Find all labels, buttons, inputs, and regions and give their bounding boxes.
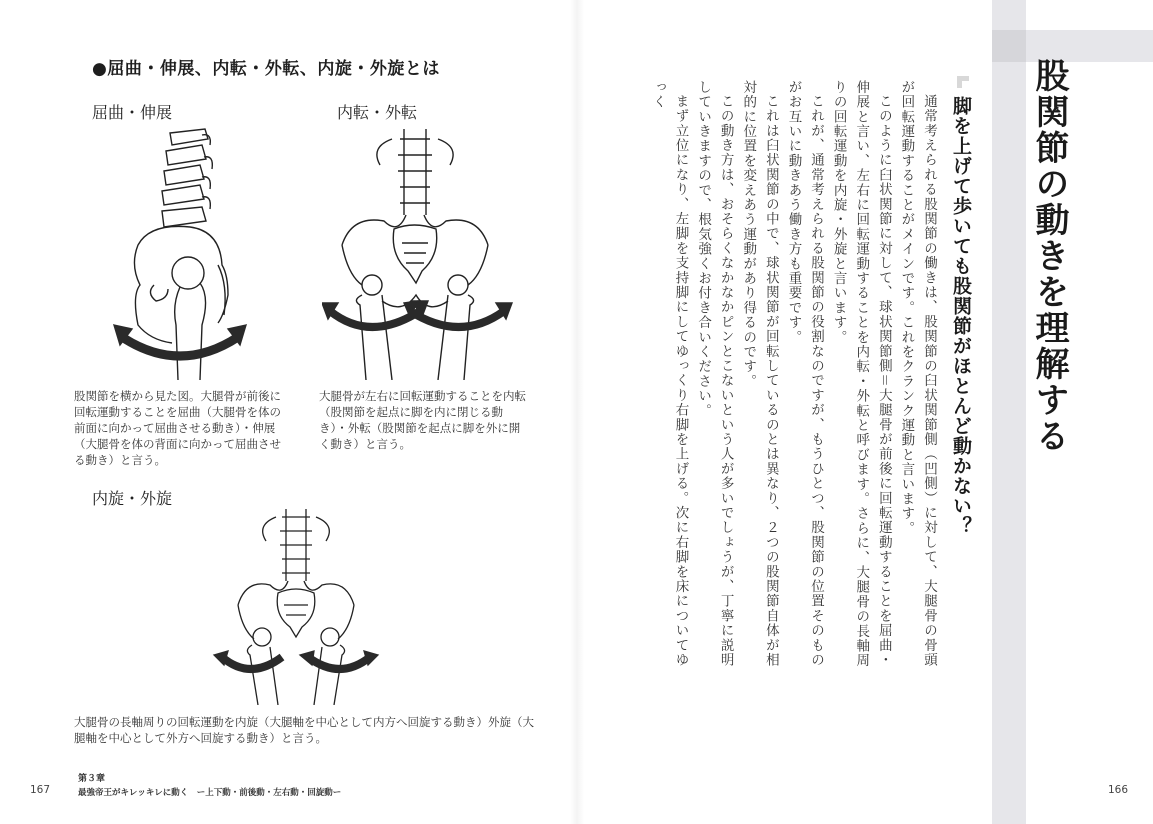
hip-front-view-rotation-illustration xyxy=(212,505,382,705)
figure-label-rotation: 内旋・外旋 xyxy=(92,489,173,508)
running-footer: 最強帝王がキレッキレに動く ー上下動・前後動・左右動・回旋動ー xyxy=(78,788,342,798)
title-strip xyxy=(992,0,1026,824)
page-number-left: 167 xyxy=(30,784,51,796)
body-paragraph: まず立位になり、左脚を支持脚にしてゆっくり右脚を上げる。次に右脚を床についてゆっく xyxy=(649,80,689,667)
caption-adduction-abduction: 大腿骨が左右に回転運動することを内転（股関節を起点に脚を内に閉じる動き）・外転（股関節を起点に脚を外に開く動き）と言う。 xyxy=(319,389,526,451)
caption-rotation: 大腿骨の長軸周りの回転運動を内旋（大腿軸を中心として内方へ回旋する動き）外旋（大腿軸を中心として外方へ回旋する動き）と言う。 xyxy=(74,715,534,745)
body-paragraph: この動き方は、おそらくなかなかピンとこないという人が多いでしょうが、丁寧に説明していきますので、根気強くお付き合いください。 xyxy=(695,80,734,667)
page-title: 股関節の動きを理解する xyxy=(1029,58,1069,454)
book-gutter xyxy=(570,0,584,824)
body-paragraph: これが、通常考えられる股関節の役割なのですが、もうひとつ、股関節の位置そのものがお互いに動きあう働き方も重要です。 xyxy=(785,80,825,667)
figure-label-flexion-extension: 屈曲・伸展 xyxy=(92,103,173,122)
body-text xyxy=(648,80,940,680)
lead-heading-mark-icon xyxy=(957,76,969,88)
title-strip-corner xyxy=(992,30,1026,62)
hip-front-view-abduction-illustration xyxy=(322,125,532,380)
page-number-right: 166 xyxy=(1108,784,1129,796)
hip-side-view-illustration xyxy=(110,125,260,380)
figure-label-adduction-abduction: 内転・外転 xyxy=(337,103,418,122)
body-paragraph: 通常考えられる股関節の働きは、股関節の臼状関節側（凹側）に対して、大腿骨の骨頭が回転運動することがメインです。これをクランク運動と言います。 xyxy=(898,80,937,667)
body-paragraph: このように臼状関節に対して、球状関節側＝大腿骨が前後に回転運動することを屈曲・伸展と言い、左右に回転運動することを内転・外転と呼びます。さらに、大腿骨の長軸周りの回転運動を内旋・外旋と言います。 xyxy=(830,80,892,668)
lead-heading: 脚を上げて歩いても股関節がほとんど動かない？ xyxy=(950,96,972,536)
body-paragraph: これは臼状関節の中で、球状関節が回転しているのとは異なり、２つの股関節自体が相対的に位置を変えあう運動があり得るのです。 xyxy=(740,80,779,667)
section-heading: ●屈曲・伸展、内転・外転、内旋・外旋とは xyxy=(92,59,440,79)
caption-flexion-extension: 股関節を横から見た図。大腿骨が前後に回転運動することを屈曲（大腿骨を体の前面に向かって屈曲させる動き）・伸展（大腿骨を体の背面に向かって屈曲させる動き）と言う。 xyxy=(74,389,281,467)
chapter-label: 第３章 xyxy=(78,774,106,784)
